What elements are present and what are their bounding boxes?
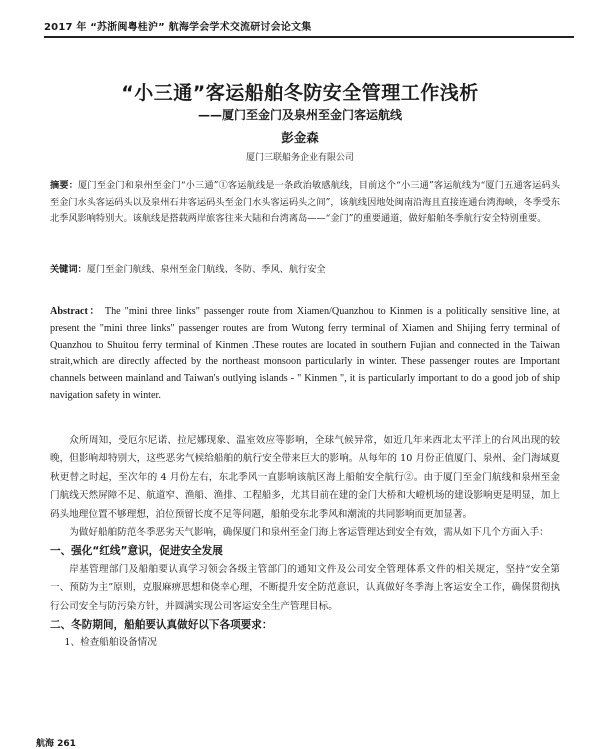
subsection-heading-1: 1、检查船舶设备情况 [64, 637, 157, 649]
section-heading-2: 二、冬防期间，船舶要认真做好以下各项要求： [50, 619, 273, 632]
body-paragraph-2: 为做好船舶防范冬季恶劣天气影响，确保厦门和泉州至金门海上客运管理达到安全有效，需从如下几个方面入手： [69, 527, 549, 539]
abstract-en-label: Abstract： [50, 306, 102, 317]
body-paragraph-3: 岸基管理部门及船舶要认真学习领会各级主管部门的通知文件及公司安全管理体系文件的相关规定，坚持“安全第一、预防为主”原则，克服麻痹思想和侥幸心理，不断提升安全防范意识，认真做好冬季海上客运安全工作，确保贯彻执行公司安全与防污染方针，并圆满实现公司客运安全生产管理目标。 [50, 563, 560, 612]
abstract-english [50, 304, 560, 405]
header-rule [44, 36, 574, 38]
body-text [50, 432, 560, 653]
keywords-text: 厦门至金门航线、泉州至金门航线、冬防、季风、航行安全 [86, 264, 326, 275]
paper-title: “小三通”客运船舶冬防安全管理工作浅析 [121, 82, 479, 104]
abstract-chinese [50, 178, 560, 228]
running-head: 2017 年 “苏浙闽粤桂沪” 航海学会学术交流研讨会论文集 [44, 22, 312, 33]
body-paragraph-1: 众所周知，受厄尔尼诺、拉尼娜现象、温室效应等影响，全球气候异常，如近几年来西北太平洋上的台风出现的较晚，但影响却特别大，这些恶劣气候给船舶的航行安全带来巨大的影响。从每年的 10 月份正值厦门、泉州、金门海域夏秋更替之时起，至次年的 4 月份左右，东北季风一直影响该航区海上船舶安全航行②。由于厦门至金门航线和泉州至金门航线天然屏障不足、航道窄、渔船、渔排、工程船多，尤其目前在建的金门大桥和大嶝机场的建设影响更是明显，加上码头地理位置不够理想，泊位预留长度不足等问题，船舶受东北季风和潮流的共同影响而更加显著。 [50, 435, 560, 520]
author-name: 彭金森 [281, 130, 319, 145]
keywords [50, 262, 560, 278]
page-number: 航海 261 [36, 739, 76, 749]
keywords-label: 关键词： [50, 264, 87, 275]
section-heading-1: 一、强化“红线”意识，促进安全发展 [50, 545, 223, 558]
abstract-en-text: The "mini three links" passenger route from Xiamen/Quanzhou to Kinmen is a politically sensitive line, at present the "mini three links" passenger routes are from Wutong ferry terminal of Xiamen and Shijing ferry terminal of Quanzhou to Shuitou ferry terminal of Kinmen .These routes are located in southern Fujian and connected in the Taiwan strait,which are directly affected by the northeast monsoon particularly in winter. These passenger routes are Important channels between mainland and Taiwan's outlying islands - " Kinmen ", it is particularly important to do a good job of ship navigation safety in winter. [50, 306, 560, 401]
abstract-cn-text: 厦门至金门和泉州至金门“小三通”①客运航线是一条政治敏感航线，目前这个“小三通”客运航线为“厦门五通客运码头至金门水头客运码头以及泉州石井客运码头至金门水头客运码头之间”，该航线因地处闽南沿海且直接连通台湾海峡，冬季受东北季风影响特别大。该航线是搭载两岸旅客往来大陆和台湾离岛——“金门”的重要通道，做好船舶冬季航行安全特别重要。 [50, 180, 561, 224]
paper-subtitle: ——厦门至金门及泉州至金门客运航线 [197, 108, 402, 122]
abstract-cn-label: 摘要： [50, 180, 79, 191]
author-affiliation: 厦门三联船务企业有限公司 [245, 153, 354, 163]
